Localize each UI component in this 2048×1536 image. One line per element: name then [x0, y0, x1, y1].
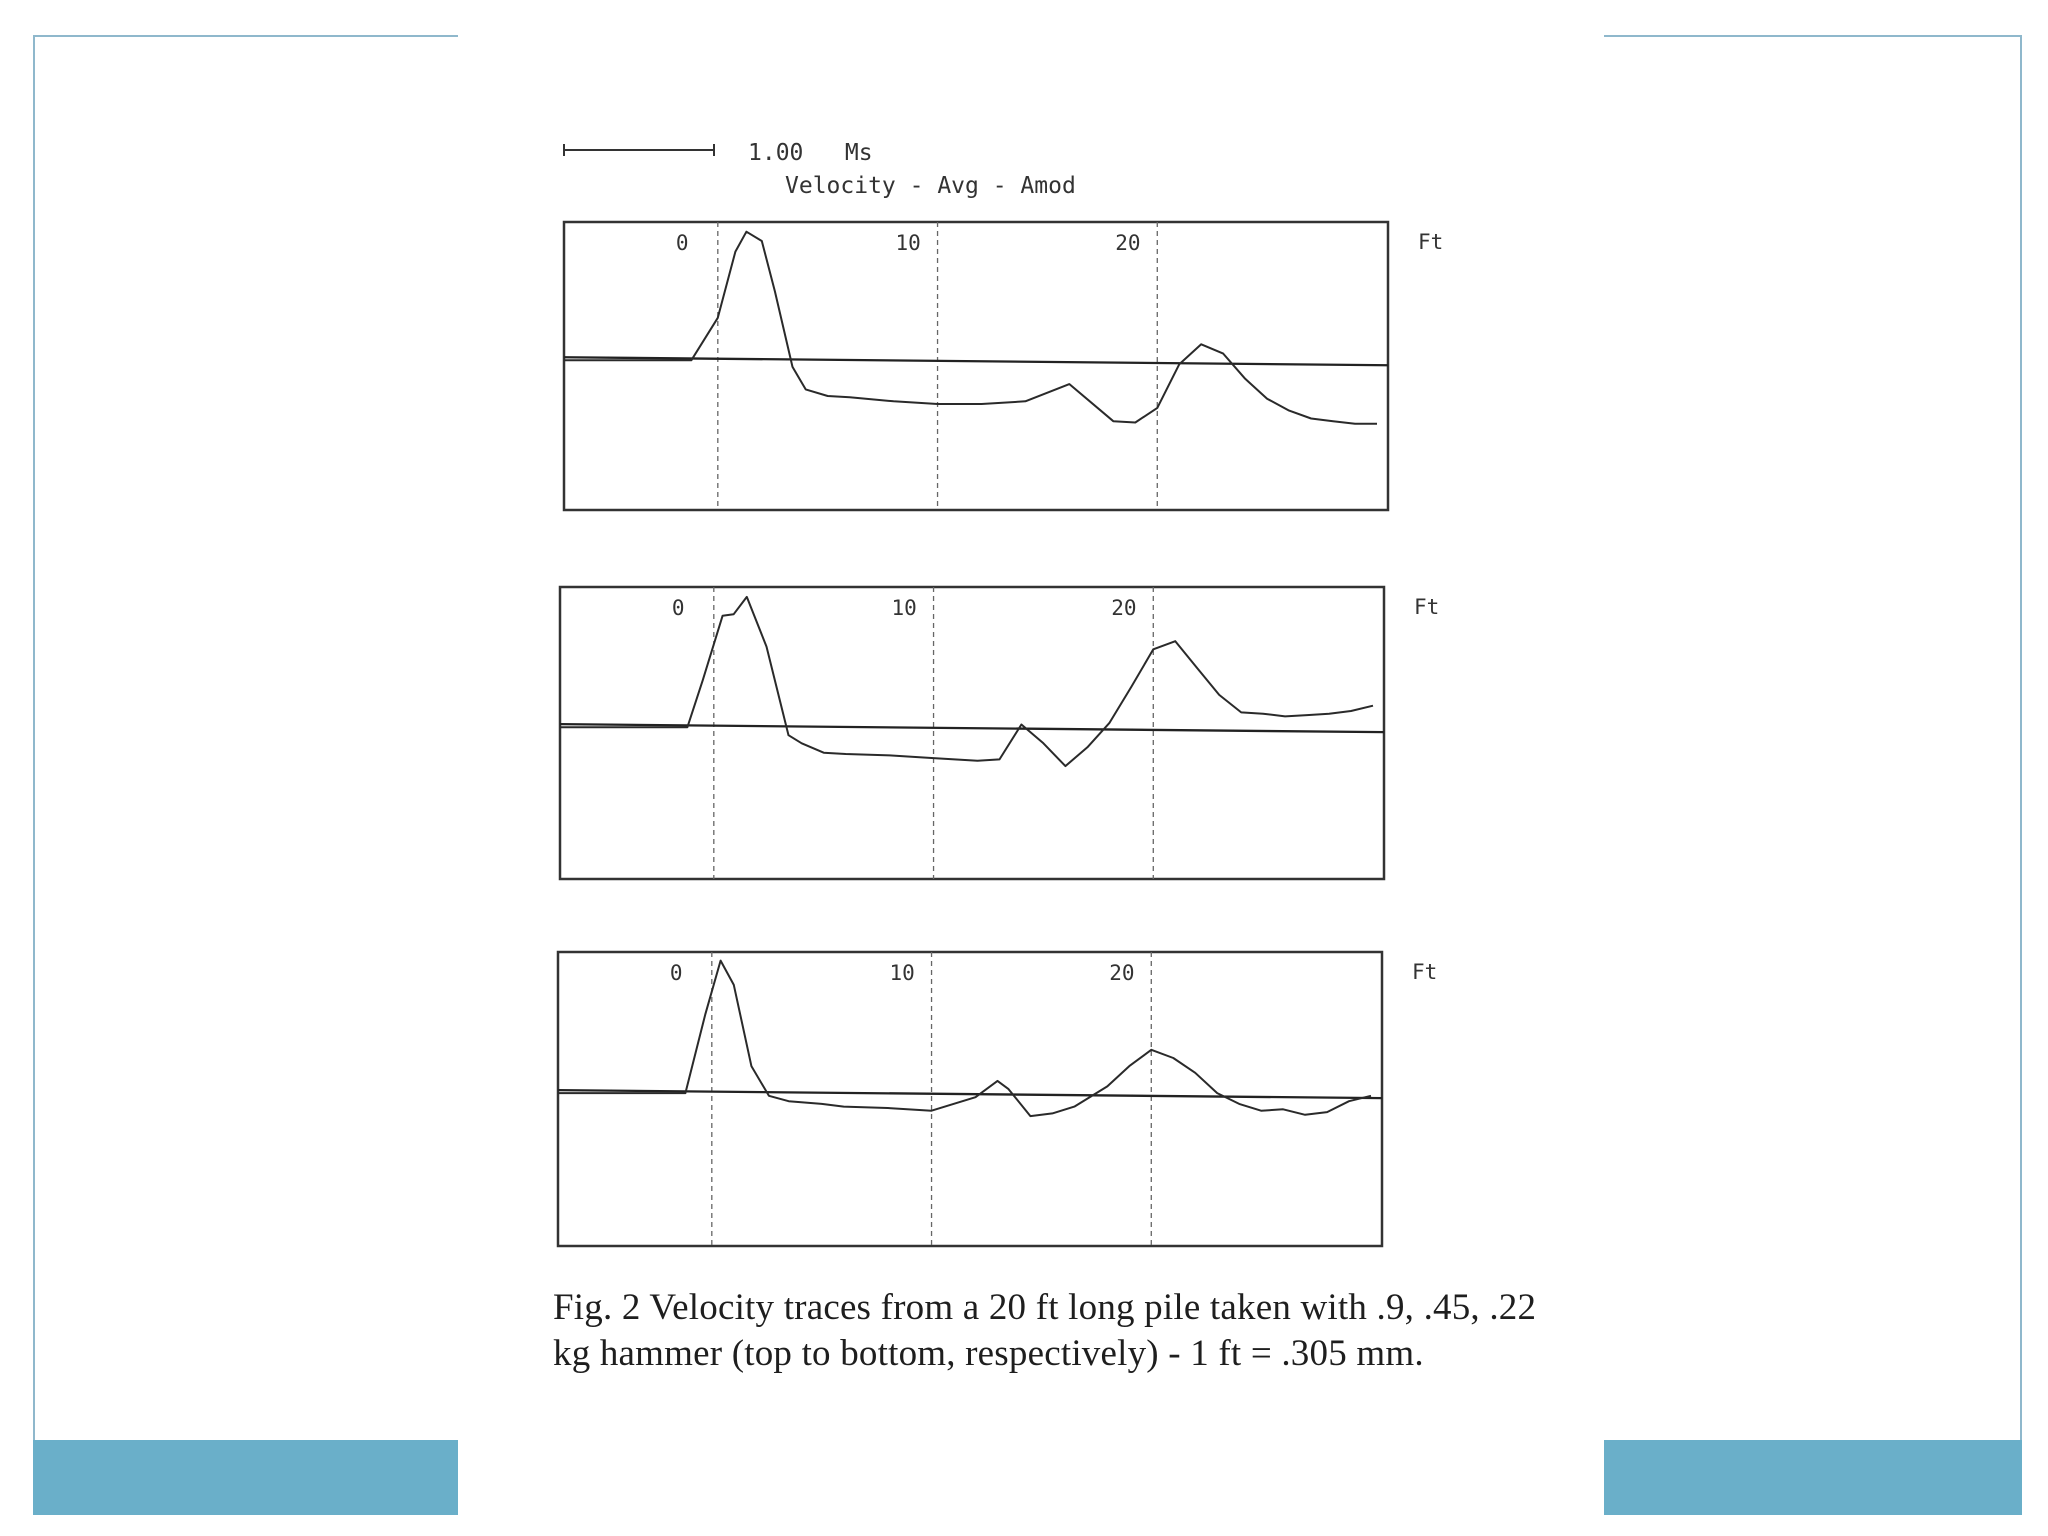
trace-panel-3 [558, 952, 1437, 1246]
x-tick-label-10: 10 [889, 961, 915, 985]
trace-panel-1 [564, 222, 1443, 510]
x-axis-unit-label: Ft [1418, 230, 1444, 254]
x-tick-label-0: 0 [675, 231, 689, 255]
figure-header: Velocity - Avg - Amod [785, 173, 1076, 199]
velocity-trace-line [564, 232, 1377, 424]
x-tick-label-10: 10 [891, 596, 917, 620]
plot-frame [564, 222, 1388, 510]
scale-label: 1.00 Ms [748, 140, 873, 166]
figure-caption: Fig. 2 Velocity traces from a 20 ft long pile taken with .9, .45, .22 kg hammer (top to bottom, respectively) - 1 ft = .305 mm. [553, 1287, 1537, 1374]
velocity-trace-line [560, 597, 1373, 766]
x-tick-label-20: 20 [1111, 596, 1137, 620]
plot-frame [560, 587, 1384, 879]
x-tick-label-20: 20 [1109, 961, 1135, 985]
x-tick-label-0: 0 [671, 596, 685, 620]
scale-bar [564, 144, 714, 156]
zero-baseline [558, 1090, 1382, 1098]
x-axis-unit-label: Ft [1414, 595, 1440, 619]
x-tick-label-0: 0 [669, 961, 683, 985]
x-tick-label-20: 20 [1115, 231, 1141, 255]
x-tick-label-10: 10 [895, 231, 921, 255]
x-axis-unit-label: Ft [1412, 960, 1438, 984]
trace-panel-2 [560, 587, 1439, 879]
zero-baseline [564, 357, 1388, 365]
